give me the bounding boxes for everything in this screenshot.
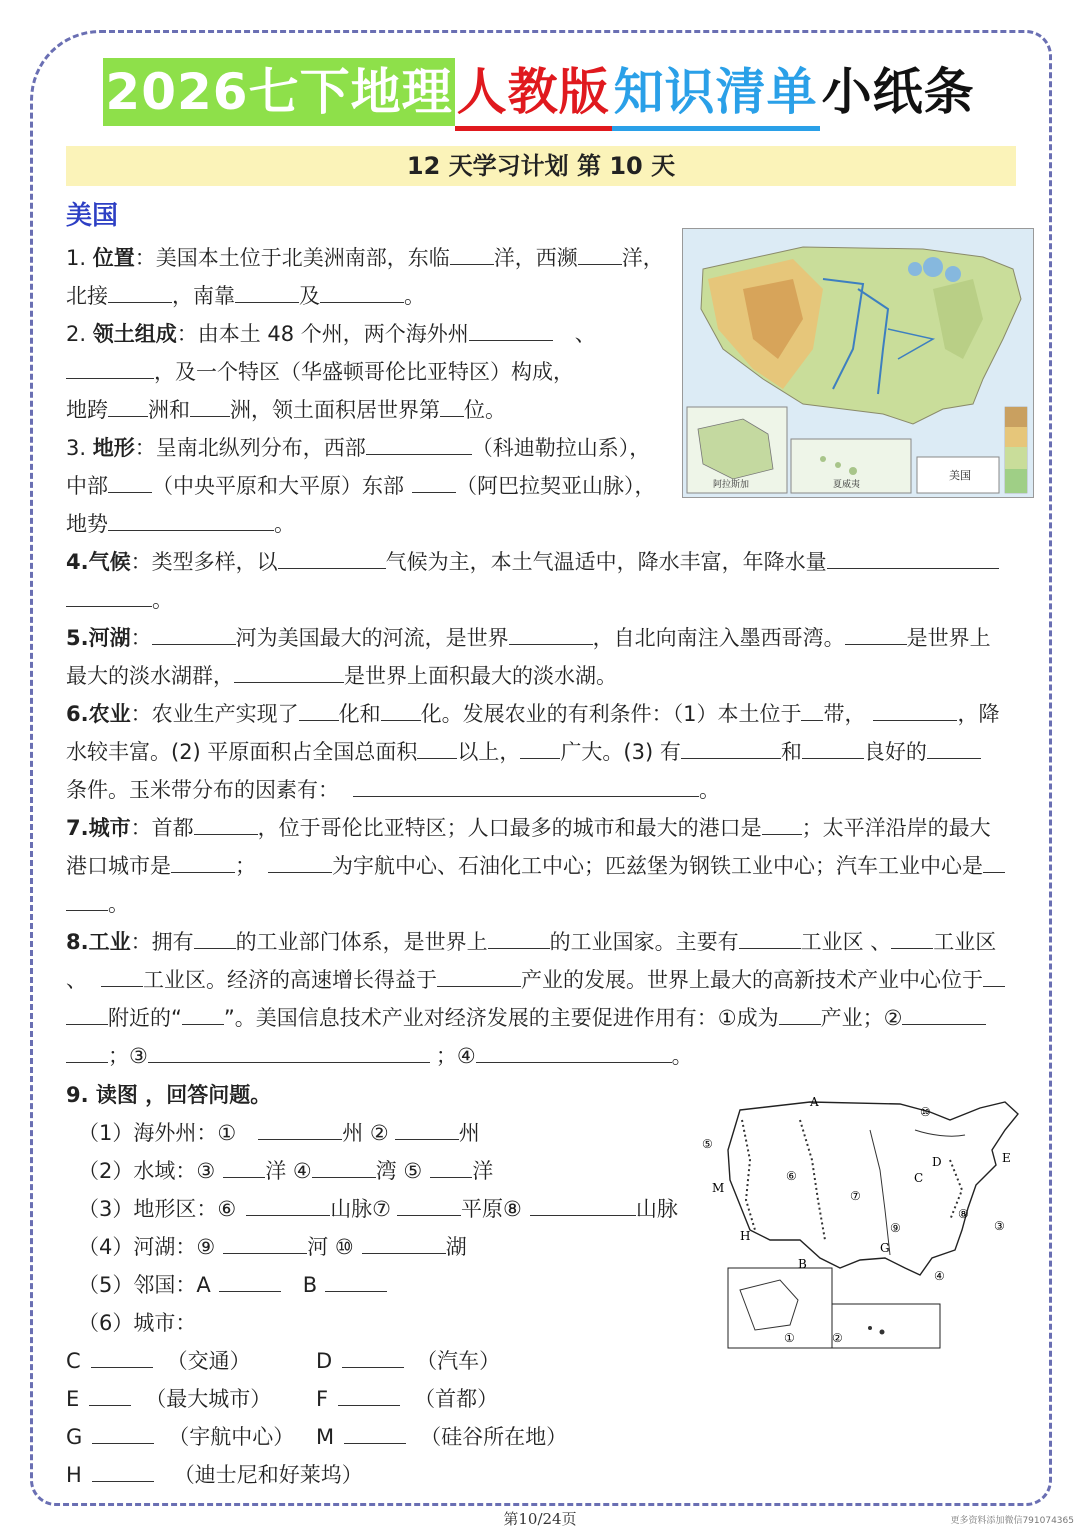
blank[interactable] <box>739 928 801 949</box>
blank[interactable] <box>194 814 258 835</box>
blank[interactable] <box>89 1385 131 1406</box>
blank[interactable] <box>108 510 274 531</box>
blank[interactable] <box>91 1347 153 1368</box>
section-title-usa: 美国 <box>66 201 119 231</box>
blank[interactable] <box>437 966 521 987</box>
map1-inset-hawaii-label: 夏威夷 <box>833 480 861 490</box>
blank[interactable] <box>108 472 152 493</box>
blank[interactable] <box>246 1195 330 1216</box>
q9-city-row-4: H （迪士尼和好莱坞） <box>66 1463 363 1487</box>
map2-label-G: G <box>880 1241 890 1255</box>
blank[interactable] <box>190 396 230 417</box>
blank[interactable] <box>362 1233 446 1254</box>
line-rivers-1: 5.河湖： 河为美国最大的河流，是世界 ，自北向南注入墨西哥湾。 是世界上 <box>66 626 991 650</box>
map2-label-1: ① <box>784 1331 795 1345</box>
line-industry-1: 8.工业：拥有 的工业部门体系，是世界上 的工业国家。主要有 工业区 、 工业区 <box>66 930 997 954</box>
blank[interactable] <box>66 1042 108 1063</box>
blank[interactable] <box>268 852 332 873</box>
blank[interactable] <box>101 966 143 987</box>
q9-row-neighbors: （5）邻国：A B <box>78 1270 387 1300</box>
map2-label-3: ③ <box>994 1219 1005 1233</box>
blank[interactable] <box>66 890 108 911</box>
blank[interactable] <box>234 662 344 683</box>
q9-row-overseas-states: （1）海外州：① 州 ② 州 <box>78 1121 480 1145</box>
map2-label-5: ⑤ <box>702 1137 713 1151</box>
study-plan-bar: 12 天学习计划 第 10 天 <box>66 146 1016 186</box>
blank[interactable] <box>873 700 957 721</box>
map1-legend-title: 美国 <box>949 469 971 482</box>
blank[interactable] <box>509 624 593 645</box>
line-location-1: 1. 位置：美国本土位于北美洲南部，东临 洋，西濒 洋， <box>66 246 664 270</box>
map2-label-A: A <box>810 1095 819 1109</box>
q9-city-row-3b: M （硅谷所在地） <box>316 1425 568 1449</box>
blank[interactable] <box>430 1157 472 1178</box>
blank[interactable] <box>325 1271 387 1292</box>
blank[interactable] <box>258 1119 342 1140</box>
q9-city-row-2b: F （首都） <box>316 1387 499 1411</box>
blank[interactable] <box>366 434 472 455</box>
blank[interactable] <box>450 244 494 265</box>
blank[interactable] <box>338 1385 400 1406</box>
blank[interactable] <box>219 1271 281 1292</box>
title-part-grade: 2026七下地理 <box>103 58 454 126</box>
q9-city-row-1: C （交通） <box>66 1349 251 1373</box>
title-part-edition: 人教版 <box>455 58 612 131</box>
q9-row-waters: （2）水域：③ 洋 ④ 湾 ⑤ 洋 <box>78 1159 494 1183</box>
line-territory-1: 2. 领土组成：由本土 48 个州，两个海外州 、 <box>66 322 596 346</box>
q9-city-row-3: G （宇航中心） <box>66 1425 295 1449</box>
map2-label-D: D <box>932 1155 942 1169</box>
usa-topographic-map <box>682 228 1034 498</box>
blank[interactable] <box>397 1195 461 1216</box>
q9-row-rivers-lakes: （4）河湖：⑨ 河 ⑩ 湖 <box>78 1235 467 1259</box>
blank[interactable] <box>342 1347 404 1368</box>
blank[interactable] <box>152 624 236 645</box>
blank[interactable] <box>182 1004 224 1025</box>
blank[interactable] <box>299 700 339 721</box>
blank[interactable] <box>578 244 622 265</box>
q9-row-cities-label: （6）城市： <box>78 1311 197 1335</box>
map2-label-C: C <box>914 1171 924 1185</box>
blank[interactable] <box>108 396 148 417</box>
blank[interactable] <box>66 586 152 607</box>
blank[interactable] <box>395 1119 459 1140</box>
map2-label-7: ⑦ <box>850 1189 861 1203</box>
blank[interactable] <box>92 1461 154 1482</box>
blank[interactable] <box>412 472 456 493</box>
blank[interactable] <box>66 1004 108 1025</box>
blank[interactable] <box>927 738 981 759</box>
page-number: 第10/24页 <box>503 1510 577 1528</box>
blank[interactable] <box>108 282 172 303</box>
line-climate-2: 。 <box>66 585 173 615</box>
line-industry-2: 、 工业区。经济的高速增长得益于 产业的发展。世界上最大的高新技术产业中心位于 <box>66 965 1005 995</box>
blank[interactable] <box>344 1423 406 1444</box>
line-terrain-2: 中部 （中央平原和大平原）东部 （阿巴拉契亚山脉）， <box>66 474 656 498</box>
blank[interactable] <box>223 1233 307 1254</box>
blank[interactable] <box>827 548 999 569</box>
blank[interactable] <box>278 548 386 569</box>
blank[interactable] <box>801 700 823 721</box>
blank[interactable] <box>983 966 1005 987</box>
line-agriculture-2: 水较丰富。(2) 平原面积占全国总面积 以上， 广大。(3) 有 和 良好的 <box>66 737 981 767</box>
blank[interactable] <box>902 1004 986 1025</box>
line-agriculture-1: 6.农业：农业生产实现了 化和 化。发展农业的有利条件：（1）本土位于 带， ，降 <box>66 702 1000 726</box>
blank[interactable] <box>312 1157 376 1178</box>
watermark-note: 更多资料添加微信791074365 <box>950 1516 1074 1526</box>
map2-label-M: M <box>712 1181 725 1195</box>
blank[interactable] <box>983 852 1005 873</box>
line-terrain-1: 3. 地形：呈南北纵列分布，西部 （科迪勒拉山系）， <box>66 436 651 460</box>
blank[interactable] <box>92 1423 154 1444</box>
blank[interactable] <box>681 738 781 759</box>
blank[interactable] <box>417 738 457 759</box>
usa-outline-map <box>700 1090 1030 1360</box>
blank[interactable] <box>171 852 235 873</box>
q9-city-row-2: E （最大城市） <box>66 1387 272 1411</box>
title-part-notes: 小纸条 <box>821 63 975 121</box>
blank[interactable] <box>520 738 560 759</box>
blank[interactable] <box>235 282 299 303</box>
blank[interactable] <box>845 624 907 645</box>
blank[interactable] <box>320 282 404 303</box>
line-territory-2: ，及一个特区（华盛顿哥伦比亚特区）构成， <box>66 357 574 387</box>
blank[interactable] <box>469 320 553 341</box>
line-industry-3: 附近的“ ”。美国信息技术产业对经济发展的主要促进作用有：①成为 产业；② <box>66 1003 986 1033</box>
blank[interactable] <box>762 814 802 835</box>
map2-label-H: H <box>740 1229 751 1243</box>
line-location-2: 北接 ，南靠 及 。 <box>66 284 425 308</box>
blank[interactable] <box>530 1195 636 1216</box>
title-part-checklist: 知识清单 <box>612 58 820 131</box>
line-territory-3: 地跨 洲和 洲，领土面积居世界第 位。 <box>66 398 506 422</box>
line-industry-4: ；③ ；④ 。 <box>66 1041 693 1071</box>
blank[interactable] <box>440 396 464 417</box>
map2-label-6: ⑥ <box>786 1169 797 1183</box>
map2-label-8: ⑧ <box>958 1207 969 1221</box>
blank[interactable] <box>476 1042 672 1063</box>
map2-label-9: ⑨ <box>890 1221 901 1235</box>
blank[interactable] <box>148 1042 430 1063</box>
blank[interactable] <box>66 358 154 379</box>
page-title <box>0 58 1080 131</box>
blank[interactable] <box>488 928 550 949</box>
q9-row-landforms: （3）地形区：⑥ 山脉⑦ 平原⑧ 山脉 <box>78 1197 678 1221</box>
blank[interactable] <box>223 1157 265 1178</box>
line-terrain-3: 地势 。 <box>66 512 295 536</box>
blank[interactable] <box>353 776 699 797</box>
blank[interactable] <box>802 738 864 759</box>
line-cities-1: 7.城市：首都 ，位于哥伦比亚特区；人口最多的城市和最大的港口是 ；太平洋沿岸的最大 <box>66 816 991 840</box>
line-cities-3: 。 <box>66 889 129 919</box>
map2-label-2: ② <box>832 1331 843 1345</box>
blank[interactable] <box>891 928 933 949</box>
map2-label-B: B <box>798 1257 807 1271</box>
question-9-title: 9. 读图 ，回答问题。 <box>66 1083 272 1107</box>
line-rivers-2: 最大的淡水湖群， 是世界上面积最大的淡水湖。 <box>66 664 617 688</box>
map2-label-E: E <box>1002 1151 1011 1165</box>
line-cities-2: 港口城市是 ； 为宇航中心、石油化工中心；匹兹堡为钢铁工业中心；汽车工业中心是 <box>66 851 1005 881</box>
blank[interactable] <box>194 928 236 949</box>
map1-inset-alaska-label: 阿拉斯加 <box>713 480 750 490</box>
map2-label-4: ④ <box>934 1269 945 1283</box>
line-agriculture-3: 条件。玉米带分布的因素有： 。 <box>66 778 720 802</box>
blank[interactable] <box>381 700 421 721</box>
blank[interactable] <box>779 1004 821 1025</box>
line-climate-1: 4.气候：类型多样，以 气候为主，本土气温适中，降水丰富，年降水量 <box>66 547 999 577</box>
map2-label-10: ⑩ <box>920 1105 931 1119</box>
q9-city-row-1b: D （汽车） <box>316 1349 501 1373</box>
